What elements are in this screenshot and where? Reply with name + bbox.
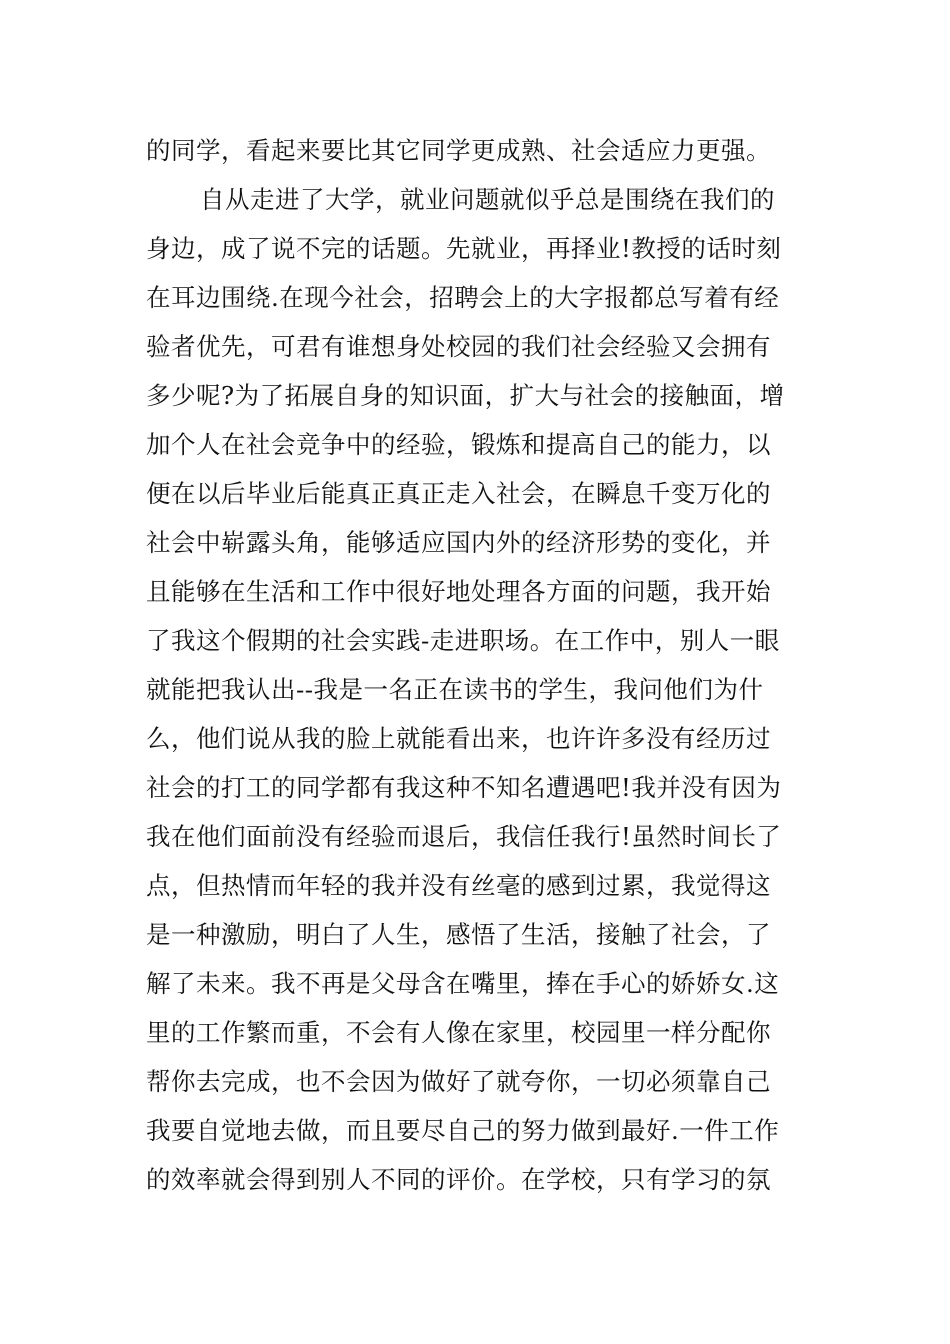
text-line: 身边，成了说不完的话题。先就业，再择业!教授的话时刻: [146, 234, 782, 263]
text-line: 的同学，看起来要比其它同学更成熟、社会适应力更强。: [146, 136, 771, 165]
body-text: [146, 126, 806, 1204]
text-line: 解了未来。我不再是父母含在嘴里，捧在手心的娇娇女.这: [146, 969, 780, 998]
text-line: 是一种激励，明白了人生，感悟了生活，接触了社会，了: [146, 920, 771, 949]
text-line: 加个人在社会竞争中的经验，锻炼和提高自己的能力，以: [146, 430, 771, 459]
text-line: 我要自觉地去做，而且要尽自己的努力做到最好.一件工作: [146, 1116, 780, 1145]
text-line: 验者优先，可君有谁想身处校园的我们社会经验又会拥有: [146, 332, 771, 361]
text-line: 多少呢?为了拓展自身的知识面，扩大与社会的接触面，增: [146, 381, 785, 410]
text-line: 帮你去完成，也不会因为做好了就夸你，一切必须靠自己: [146, 1067, 771, 1096]
text-line: 我在他们面前没有经验而退后，我信任我行!虽然时间长了: [146, 822, 782, 851]
text-line: 社会中崭露头角，能够适应国内外的经济形势的变化，并: [146, 528, 771, 557]
text-line: 社会的打工的同学都有我这种不知名遭遇吧!我并没有因为: [146, 773, 782, 802]
text-line: 便在以后毕业后能真正真正走入社会，在瞬息千变万化的: [146, 479, 771, 508]
text-line: 且能够在生活和工作中很好地处理各方面的问题，我开始: [146, 577, 771, 606]
text-line: 在耳边围绕.在现今社会，招聘会上的大字报都总写着有经: [146, 283, 780, 312]
text-line: 里的工作繁而重，不会有人像在家里，校园里一样分配你: [146, 1018, 771, 1047]
text-line: 了我这个假期的社会实践-走进职场。在工作中，别人一眼: [146, 626, 780, 655]
text-line: 的效率就会得到别人不同的评价。在学校，只有学习的氛: [146, 1165, 771, 1194]
text-line: 点，但热情而年轻的我并没有丝毫的感到过累，我觉得这: [146, 871, 771, 900]
paragraph-start-line: 自从走进了大学，就业问题就似乎总是围绕在我们的: [200, 185, 775, 214]
text-line: 么，他们说从我的脸上就能看出来，也许许多没有经历过: [146, 724, 771, 753]
text-line: 就能把我认出--我是一名正在读书的学生，我问他们为什: [146, 675, 764, 704]
